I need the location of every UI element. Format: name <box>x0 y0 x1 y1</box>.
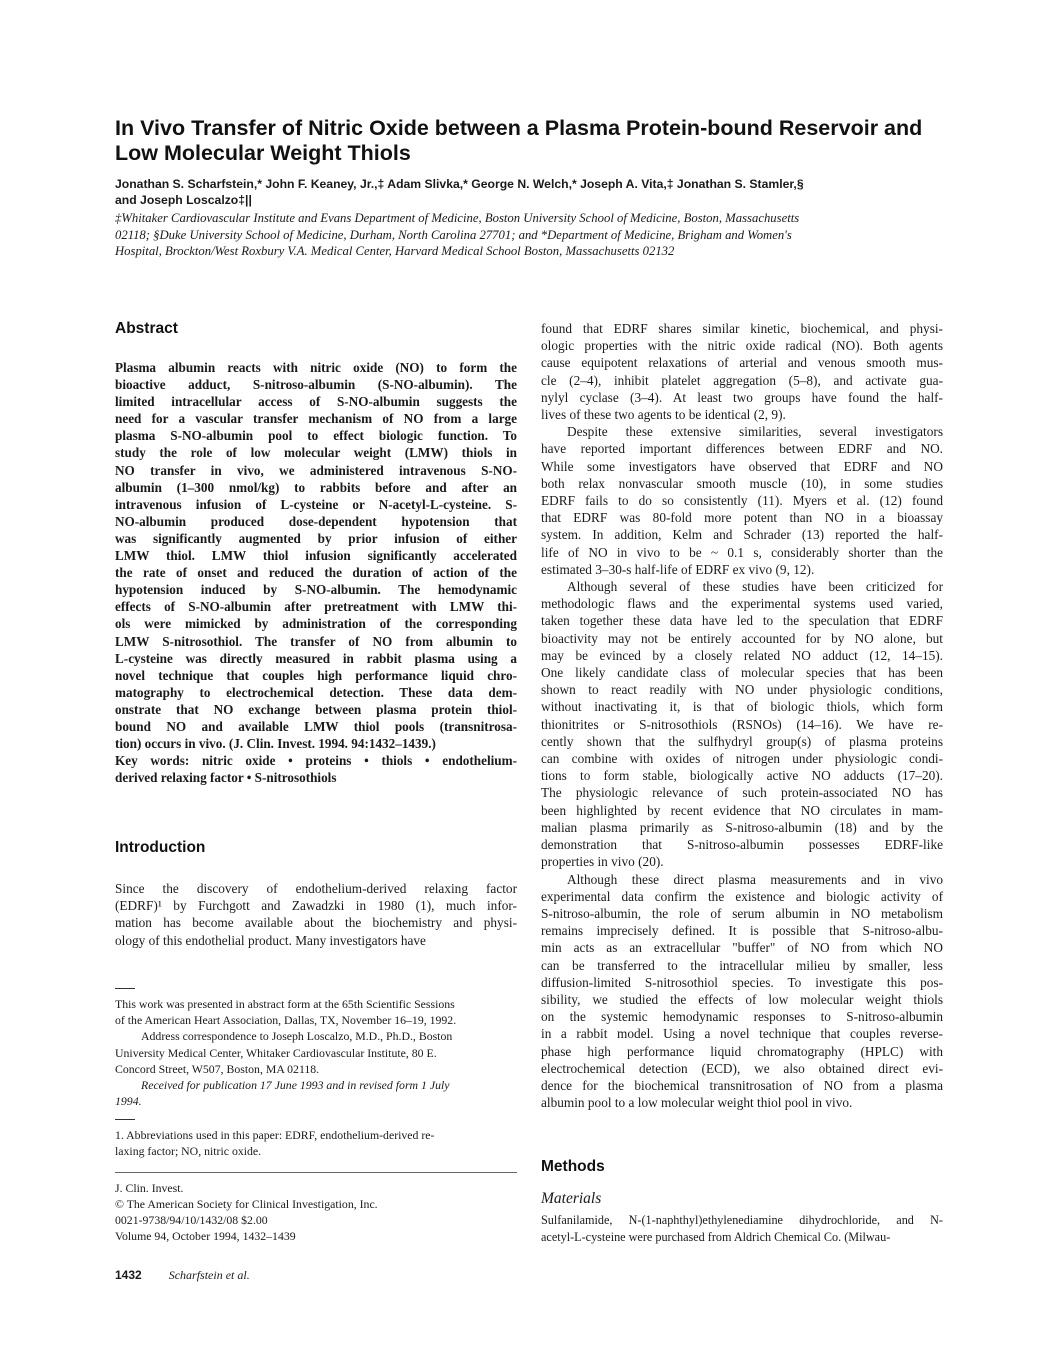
journal-line: 0021-9738/94/10/1432/08 $2.00 <box>115 1213 268 1227</box>
body-line: EDRF fails to do so consistently (11). Myers et al. (12) found <box>541 493 943 509</box>
abstract-line: need for a vascular transfer mechanism of NO from a large <box>115 411 517 427</box>
materials-body <box>541 1212 943 1246</box>
body-line: malian plasma primarily as S-nitroso-albumin (18) and by the <box>541 819 943 835</box>
affiliation-line: ‡Whitaker Cardiovascular Institute and Evans Department of Medicine, Boston University School of Medicine, Boston, Massachusetts <box>115 211 800 225</box>
journal-line: J. Clin. Invest. <box>115 1181 184 1195</box>
author-list <box>115 176 945 208</box>
body-line: cause equipotent relaxations of arterial and venous smooth mus- <box>541 355 943 371</box>
abstract-line: limited intracellular access of S-NO-albumin suggests the <box>115 394 517 410</box>
body-line: properties in vivo (20). <box>541 854 664 870</box>
body-line: demonstration that S-nitroso-albumin possesses EDRF-like <box>541 837 943 853</box>
abstract-line: ols were mimicked by administration of the corresponding <box>115 616 517 632</box>
body-line: life of NO in vivo to be ~ 0.1 s, considerably shorter than the <box>541 544 943 560</box>
abstract-line: onstrate that NO exchange between plasma protein thiol- <box>115 701 517 717</box>
body-line: shown to react readily with NO under physiologic conditions, <box>541 682 943 698</box>
body-line: been highlighted by recent evidence that NO circulates in mam- <box>541 802 943 818</box>
introduction-heading: Introduction <box>115 839 206 856</box>
body-line: system. In addition, Kelm and Schrader (13) reported the half- <box>541 527 943 543</box>
body-line: remains imprecisely defined. It is possible that S-nitroso-albu- <box>541 923 943 939</box>
title-line: Low Molecular Weight Thiols <box>115 141 411 165</box>
body-line: on the systemic hemodynamic responses to S-nitroso-albumin <box>541 1009 943 1025</box>
intro-line: mation has become available about the biochemistry and physi- <box>115 915 517 931</box>
body-line: experimental data confirm the existence and biologic activity of <box>541 888 943 904</box>
intro-line: ology of this endothelial product. Many investigators have <box>115 932 426 948</box>
body-line: tions to form stable, biologically active NO adducts (17–20). <box>541 768 943 784</box>
body-line: thionitrites or S-nitrosothiols (RSNOs) (14–16). We have re- <box>541 716 943 732</box>
materials-heading: Materials <box>541 1190 602 1207</box>
abstract-heading: Abstract <box>115 320 178 337</box>
affiliation-line: 02118; §Duke University School of Medicine, Durham, North Carolina 27701; and *Department of Medicine, Brigham and Women's <box>115 227 792 242</box>
body-line: found that EDRF shares similar kinetic, biochemical, and physi- <box>541 321 943 336</box>
abstract-line: hypotension induced by S-NO-albumin. The hemodynamic <box>115 582 517 598</box>
abstract-line: Plasma albumin reacts with nitric oxide (NO) to form the <box>115 360 517 375</box>
body-line: lives of these two agents to be identical (2, 9). <box>541 407 786 423</box>
body-line: taken together these data have led to the speculation that EDRF <box>541 613 943 629</box>
abstract-line: NO-albumin produced dose-dependent hypotension that <box>115 513 517 529</box>
body-line: in a rabbit model. Using a novel technique that couples reverse- <box>541 1026 943 1042</box>
footnote-line: This work was presented in abstract form at the 65th Scientific Sessions <box>115 997 455 1011</box>
abstract-line: derived relaxing factor • S-nitrosothiols <box>115 770 337 786</box>
affiliation-line: Hospital, Brockton/West Roxbury V.A. Medical Center, Harvard Medical School Boston, Massachusetts 02132 <box>115 244 675 258</box>
body-line: albumin pool to a low molecular weight thiol pool in vivo. <box>541 1095 853 1111</box>
body-line: nylyl cyclase (3–4). At least two groups have found the half- <box>541 389 943 405</box>
body-line: Although several of these studies have been criticized for <box>567 579 943 595</box>
abstract-line: effects of S-NO-albumin after pretreatment with LMW thi- <box>115 599 517 615</box>
body-line: ologic properties with the nitric oxide radical (NO). Both agents <box>541 338 943 354</box>
journal-info <box>115 1180 517 1244</box>
body-line: While some investigators have observed that EDRF and NO <box>541 458 943 474</box>
materials-line: acetyl-L-cysteine were purchased from Aldrich Chemical Co. (Milwau- <box>541 1230 891 1244</box>
intro-line: Since the discovery of endothelium-derived relaxing factor <box>115 881 517 896</box>
body-line: dence for the biochemical transnitrosation of NO from a plasma <box>541 1077 943 1093</box>
abstract-line: intravenous infusion of L-cysteine or N-acetyl-L-cysteine. S- <box>115 496 517 512</box>
body-line: may be evinced by a closely related NO adduct (12, 14–15). <box>541 647 943 663</box>
footnote-line: 1994. <box>115 1094 142 1109</box>
body-line: without inactivating it, is that of biologic thiols, which form <box>541 699 943 715</box>
body-line: The physiologic relevance of such protein-associated NO has <box>541 785 943 801</box>
abbreviation-note <box>115 1127 517 1159</box>
abstract-line: was significantly augmented by prior infusion of either <box>115 530 517 546</box>
abbrev-line: laxing factor; NO, nitric oxide. <box>115 1144 262 1159</box>
journal-rule <box>115 1172 517 1173</box>
author-line: Jonathan S. Scharfstein,* John F. Keaney, Jr.,‡ Adam Slivka,* George N. Welch,* Joseph A. Vita,‡ Jonathan S. Stamler,§ <box>115 177 804 191</box>
methods-heading: Methods <box>541 1158 605 1175</box>
journal-line: Volume 94, October 1994, 1432–1439 <box>115 1229 296 1243</box>
abstract-line: the rate of onset and reduced the duration of action of the <box>115 565 517 581</box>
body-line: sibility, we studied the effects of low molecular weight thiols <box>541 991 943 1007</box>
running-author: Scharfstein et al. <box>168 1268 250 1282</box>
abstract-line: matography to electrochemical detection. These data dem- <box>115 684 517 700</box>
abbrev-line: 1. Abbreviations used in this paper: EDRF, endothelium-derived re- <box>115 1128 435 1142</box>
body-line: can be transferred to the intracellular milieu by smaller, less <box>541 957 943 973</box>
body-line: Despite these extensive similarities, several investigators <box>567 424 943 440</box>
body-line: can combine with oxides of nitrogen under physiologic condi- <box>541 751 943 767</box>
body-line: S-nitroso-albumin, the role of serum albumin in NO metabolism <box>541 905 943 921</box>
abstract-line: albumin (1–300 nmol/kg) to rabbits before and after an <box>115 479 517 495</box>
footnotes <box>115 996 517 1109</box>
body-line: have reported important differences between EDRF and NO. <box>541 441 943 457</box>
body-line: Although these direct plasma measurements and in vivo <box>567 871 943 887</box>
abstract-line: NO transfer in vivo, we administered intravenous S-NO- <box>115 462 517 478</box>
body-line: bioactivity may not be entirely accounted for by NO alone, but <box>541 630 943 646</box>
right-column-body <box>541 320 943 1111</box>
page-number: 1432 <box>115 1268 142 1282</box>
footnote-line: of the American Heart Association, Dallas, TX, November 16–19, 1992. <box>115 1013 457 1028</box>
page-footer <box>115 1268 250 1283</box>
body-line: both relax nonvascular smooth muscle (10), in some studies <box>541 475 943 491</box>
footnote-line: Address correspondence to Joseph Loscalzo, M.D., Ph.D., Boston <box>141 1029 453 1044</box>
paper-title <box>115 116 955 166</box>
abstract-line: bound NO and available LMW thiol pools (transnitrosa- <box>115 718 517 734</box>
abstract-line: L-cysteine was directly measured in rabbit plasma using a <box>115 650 517 666</box>
body-line: min acts as an extracellular "buffer" of NO from which NO <box>541 940 943 956</box>
body-line: One likely candidate class of molecular species that has been <box>541 665 943 681</box>
title-line: In Vivo Transfer of Nitric Oxide between a Plasma Protein-bound Reservoir and <box>115 116 923 140</box>
body-line: cle (2–4), inhibit platelet aggregation (5–8), and activate gua- <box>541 372 943 388</box>
author-line: and Joseph Loscalzo‡|| <box>115 193 252 207</box>
abstract-line: bioactive adduct, S-nitroso-albumin (S-NO-albumin). The <box>115 377 517 393</box>
body-line: methodologic flaws and the experimental systems used varied, <box>541 596 943 612</box>
materials-line: Sulfanilamide, N-(1-naphthyl)ethylenediamine dihydrochloride, and N- <box>541 1213 943 1227</box>
body-line: phase high performance liquid chromatography (HPLC) with <box>541 1043 943 1059</box>
body-line: estimated 3–30-s half-life of EDRF ex vivo (9, 12). <box>541 561 815 577</box>
abstract-line: LMW S-nitrosothiol. The transfer of NO from albumin to <box>115 633 517 649</box>
footnote-line: University Medical Center, Whitaker Cardiovascular Institute, 80 E. <box>115 1045 437 1060</box>
footnote-line: Received for publication 17 June 1993 and in revised form 1 July <box>141 1078 450 1093</box>
abstract-line: plasma S-NO-albumin pool to effect biologic function. To <box>115 428 517 444</box>
footnote-line: Concord Street, W507, Boston, MA 02118. <box>115 1061 320 1076</box>
affiliations <box>115 210 945 260</box>
abstract-line: Key words: nitric oxide • proteins • thiols • endothelium- <box>115 753 517 769</box>
body-line: cently shown that the sulfhydryl group(s) of plasma proteins <box>541 733 943 749</box>
introduction-body <box>115 880 517 949</box>
footnote-rule <box>115 988 135 989</box>
body-line: electrochemical detection (ECD), we also obtained direct evi- <box>541 1060 943 1076</box>
body-line: diffusion-limited S-nitrosothiol species. To investigate this pos- <box>541 974 943 990</box>
intro-line: (EDRF)¹ by Furchgott and Zawadzki in 1980 (1), much infor- <box>115 898 517 914</box>
abstract-line: study the role of low molecular weight (LMW) thiols in <box>115 445 517 461</box>
abstract-line: novel technique that couples high performance liquid chro- <box>115 667 517 683</box>
abbrev-rule <box>115 1119 135 1120</box>
abstract-line: LMW thiol. LMW thiol infusion significantly accelerated <box>115 548 517 564</box>
journal-line: © The American Society for Clinical Investigation, Inc. <box>115 1197 378 1211</box>
abstract-line: tion) occurs in vivo. (J. Clin. Invest. 1994. 94:1432–1439.) <box>115 736 436 752</box>
abstract-body <box>115 359 517 786</box>
body-line: that EDRF was 80-fold more potent than NO in a bioassay <box>541 510 943 526</box>
